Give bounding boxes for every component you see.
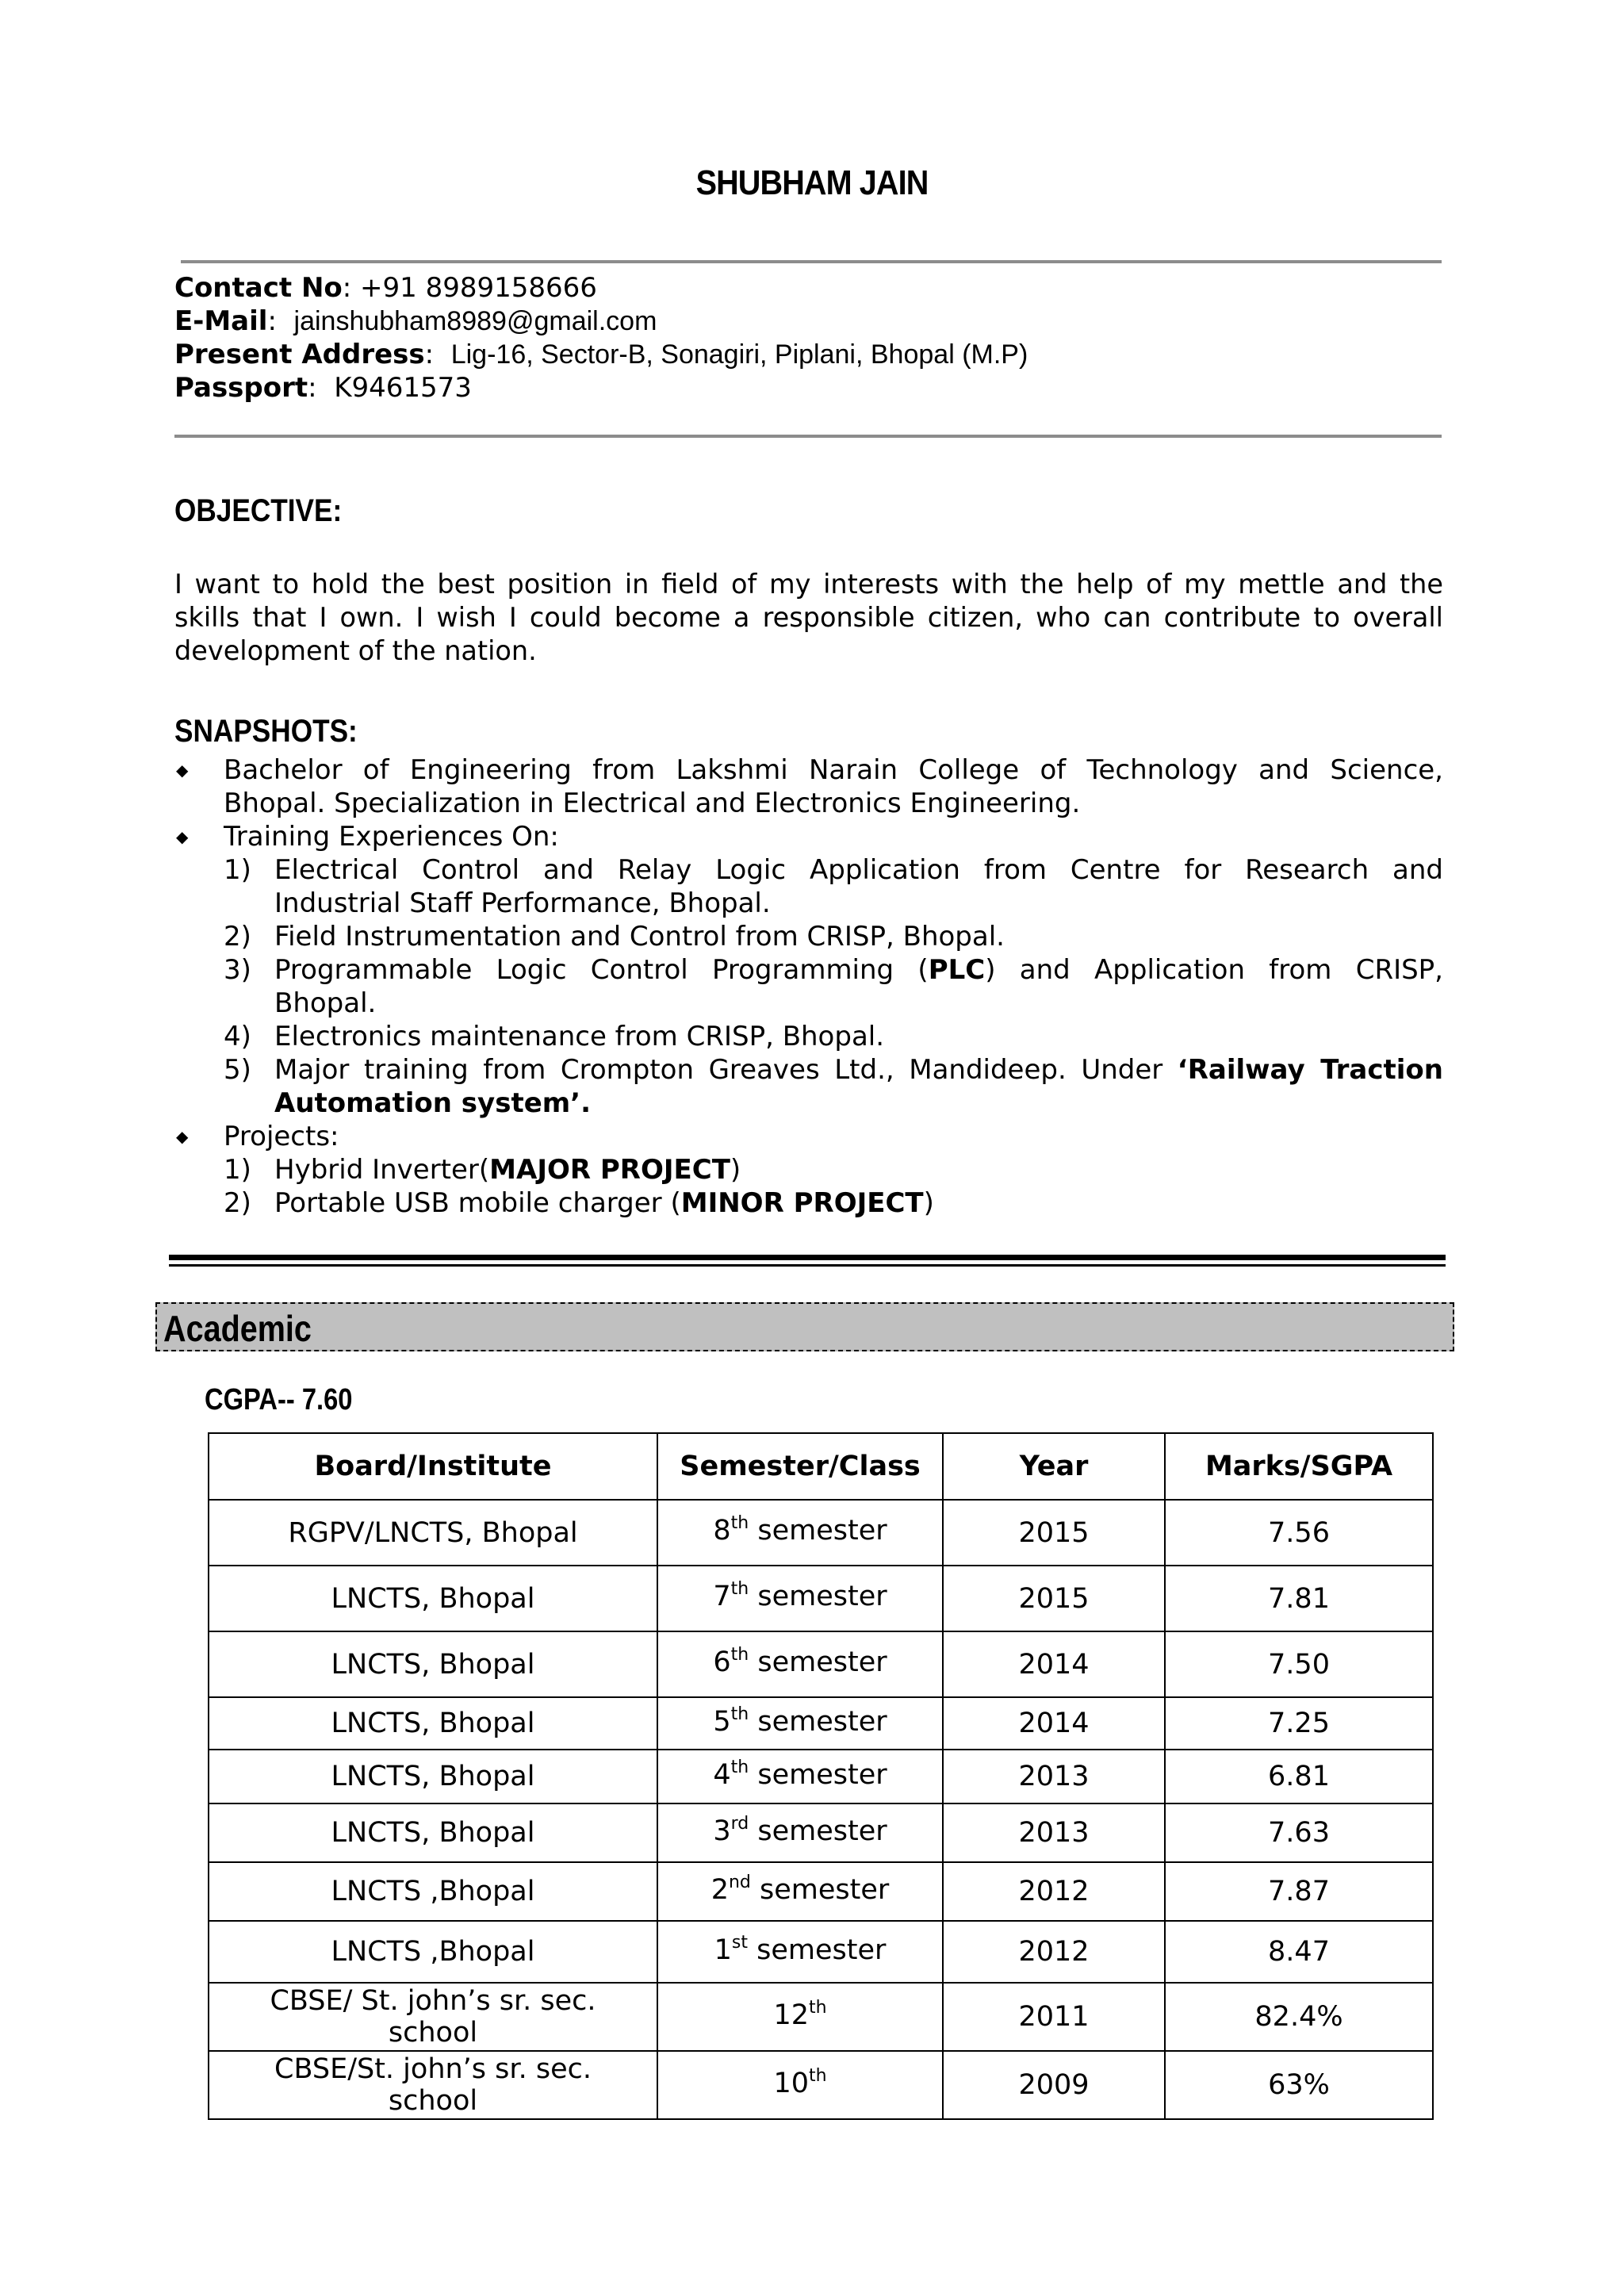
year-cell: 2014	[943, 1697, 1165, 1750]
item-number: 2)	[224, 921, 251, 953]
training-title: Training Experiences On:	[224, 821, 559, 853]
table-row	[209, 1803, 1433, 1862]
semester-number: 2	[710, 1873, 729, 1906]
training-text: Field Instrumentation and Control from CRISP, Bhopal.	[274, 921, 1005, 953]
training-item	[174, 920, 1443, 953]
marks-cell: 63%	[1165, 2051, 1433, 2119]
contact-phone-row: Contact No: +91 8989158666	[174, 272, 597, 304]
semester-cell	[657, 1750, 943, 1803]
snapshots-heading: SNAPSHOTS:	[174, 714, 358, 749]
table-row	[209, 1566, 1433, 1631]
contact-divider	[174, 435, 1442, 438]
year-cell: 2009	[943, 2051, 1165, 2119]
item-number: 5)	[224, 1054, 251, 1086]
board-cell	[209, 1983, 657, 2051]
contact-address-row: Present Address: Lig-16, Sector-B, Sonagiri, Piplani, Bhopal (M.P)	[174, 339, 1028, 370]
marks-cell: 7.63	[1165, 1803, 1433, 1862]
address-label: Present Address	[174, 339, 425, 370]
training-item	[174, 1053, 1443, 1120]
marks-cell: 6.81	[1165, 1750, 1433, 1803]
diamond-bullet-icon: ◆	[176, 1127, 189, 1146]
year-cell: 2013	[943, 1803, 1165, 1862]
semester-cell	[657, 1631, 943, 1697]
academic-table	[208, 1432, 1434, 2120]
table-row	[209, 1921, 1433, 1983]
class-number: 10	[773, 2067, 809, 2099]
year-cell: 2011	[943, 1983, 1165, 2051]
training-text: Bhopal.	[274, 987, 377, 1019]
year-cell: 2012	[943, 1921, 1165, 1983]
semester-number: 7	[713, 1581, 731, 1612]
semester-number: 3	[713, 1815, 731, 1847]
academic-heading: Academic	[163, 1308, 312, 1349]
table-row	[209, 1750, 1433, 1803]
passport-value: K9461573	[334, 372, 472, 404]
cgpa-label: CGPA-- 7.60	[205, 1383, 353, 1416]
academic-heading-bar	[155, 1302, 1454, 1351]
semester-word: semester	[747, 1934, 887, 1966]
table-row	[209, 1697, 1433, 1750]
list-item	[174, 1120, 1443, 1153]
training-text	[274, 1053, 1443, 1087]
semester-word: semester	[750, 1873, 890, 1906]
item-number: 4)	[224, 1021, 251, 1052]
education-line: Bhopal. Specialization in Electrical and Electronics Engineering.	[224, 788, 1081, 819]
semester-word: semester	[749, 1705, 887, 1738]
table-row	[209, 1983, 1433, 2051]
project-item	[174, 1153, 1443, 1186]
training-text: Electrical Control and Relay Logic Application from Centre for Research and	[274, 854, 1443, 886]
year-cell: 2015	[943, 1500, 1165, 1566]
candidate-name: SHUBHAM JAIN	[695, 163, 929, 202]
board-cell: LNCTS, Bhopal	[209, 1631, 657, 1697]
board-line: CBSE/ St. john’s sr. sec.	[270, 1985, 596, 2017]
plc-bold: PLC	[928, 954, 986, 986]
project-text: )	[730, 1154, 741, 1186]
board-cell: LNCTS, Bhopal	[209, 1803, 657, 1862]
table-row	[209, 1862, 1433, 1921]
section-divider	[169, 1264, 1446, 1267]
railway-bold: ‘Railway Traction	[1177, 1054, 1443, 1086]
training-text-part: Major training from Crompton Greaves Ltd., Mandideep. Under	[274, 1054, 1178, 1086]
semester-number: 8	[713, 1515, 731, 1547]
semester-cell	[657, 1500, 943, 1566]
training-text: Electronics maintenance from CRISP, Bhopal.	[274, 1021, 885, 1052]
board-cell: LNCTS, Bhopal	[209, 1697, 657, 1750]
semester-suffix: th	[730, 1579, 749, 1599]
board-cell	[209, 2051, 657, 2119]
column-header: Year	[943, 1433, 1165, 1500]
semester-number: 5	[713, 1705, 731, 1738]
phone-label: Contact No	[174, 272, 343, 304]
semester-word: semester	[749, 1646, 887, 1678]
board-cell: RGPV/LNCTS, Bhopal	[209, 1500, 657, 1566]
column-header: Marks/SGPA	[1165, 1433, 1433, 1500]
board-cell: LNCTS, Bhopal	[209, 1750, 657, 1803]
projects-title: Projects:	[224, 1121, 339, 1152]
table-row	[209, 1631, 1433, 1697]
item-number: 3)	[224, 954, 251, 986]
marks-cell: 7.87	[1165, 1862, 1433, 1921]
semester-word: semester	[749, 1581, 887, 1612]
semester-suffix: th	[730, 1513, 749, 1533]
year-cell: 2013	[943, 1750, 1165, 1803]
semester-number: 4	[713, 1758, 731, 1791]
table-header-row	[209, 1433, 1433, 1500]
semester-suffix: nd	[728, 1872, 751, 1892]
training-item	[174, 953, 1443, 1020]
board-line: school	[388, 2017, 478, 2049]
marks-cell: 7.50	[1165, 1631, 1433, 1697]
semester-word: semester	[749, 1515, 887, 1547]
column-header: Board/Institute	[209, 1433, 657, 1500]
table-row	[209, 1500, 1433, 1566]
column-header: Semester/Class	[657, 1433, 943, 1500]
class-number: 12	[773, 1999, 809, 2031]
semester-suffix: th	[730, 1757, 749, 1777]
semester-word: semester	[749, 1815, 887, 1847]
training-text-part: ) and Application from CRISP,	[985, 954, 1443, 986]
marks-cell: 7.81	[1165, 1566, 1433, 1631]
email-label: E-Mail	[174, 305, 268, 337]
semester-suffix: rd	[730, 1813, 749, 1834]
class-suffix: th	[808, 1997, 827, 2018]
training-item	[174, 1020, 1443, 1053]
project-text: )	[923, 1187, 934, 1219]
marks-cell: 8.47	[1165, 1921, 1433, 1983]
contact-email-row: E-Mail: jainshubham8989@gmail.com	[174, 305, 657, 337]
table-row	[209, 2051, 1433, 2119]
semester-suffix: th	[730, 1704, 749, 1724]
item-number: 2)	[224, 1187, 251, 1219]
objective-line: development of the nation.	[174, 635, 537, 666]
semester-cell	[657, 1566, 943, 1631]
year-cell: 2012	[943, 1862, 1165, 1921]
marks-cell: 7.25	[1165, 1697, 1433, 1750]
list-item	[174, 753, 1443, 820]
training-text-part: Programmable Logic Control Programming (	[274, 954, 929, 986]
item-number: 1)	[224, 854, 251, 886]
semester-cell	[657, 1862, 943, 1921]
semester-cell	[657, 1983, 943, 2051]
project-tag: MINOR PROJECT	[680, 1187, 924, 1219]
board-cell: LNCTS ,Bhopal	[209, 1921, 657, 1983]
objective-line: I want to hold the best position in field of my interests with the help of my mettle and the	[174, 569, 1443, 600]
year-cell: 2015	[943, 1566, 1165, 1631]
section-divider	[169, 1255, 1446, 1260]
diamond-bullet-icon: ◆	[176, 827, 189, 846]
phone-value: +91 8989158666	[360, 272, 597, 304]
education-line: Bachelor of Engineering from Lakshmi Narain College of Technology and Science,	[224, 754, 1443, 786]
address-value: Lig-16, Sector-B, Sonagiri, Piplani, Bhopal (M.P)	[450, 339, 1028, 370]
semester-cell	[657, 1921, 943, 1983]
semester-cell	[657, 2051, 943, 2119]
training-text	[274, 1087, 1443, 1120]
railway-bold: Automation system’.	[274, 1087, 592, 1119]
semester-number: 6	[713, 1646, 731, 1678]
diamond-bullet-icon: ◆	[176, 761, 189, 780]
marks-cell: 82.4%	[1165, 1983, 1433, 2051]
semester-word: semester	[749, 1758, 887, 1791]
board-cell: LNCTS ,Bhopal	[209, 1862, 657, 1921]
project-text: Portable USB mobile charger (	[274, 1187, 681, 1219]
contact-passport-row: Passport: K9461573	[174, 372, 472, 404]
class-suffix: th	[808, 2065, 827, 2086]
passport-label: Passport	[174, 372, 308, 404]
year-cell: 2014	[943, 1631, 1165, 1697]
project-item	[174, 1186, 1443, 1220]
project-tag: MAJOR PROJECT	[489, 1154, 730, 1186]
board-line: school	[388, 2085, 478, 2117]
semester-cell	[657, 1697, 943, 1750]
semester-suffix: th	[730, 1645, 749, 1665]
contact-block	[174, 271, 1028, 404]
project-text: Hybrid Inverter(	[274, 1154, 490, 1186]
snapshots-list	[174, 753, 1443, 1220]
list-item	[174, 820, 1443, 853]
header-divider	[181, 260, 1442, 263]
email-value: jainshubham8989@gmail.com	[293, 306, 657, 336]
semester-suffix: st	[731, 1932, 748, 1953]
objective-heading: OBJECTIVE:	[174, 493, 343, 528]
training-text	[274, 953, 1443, 987]
objective-text	[174, 568, 1443, 668]
item-number: 1)	[224, 1154, 251, 1186]
marks-cell: 7.56	[1165, 1500, 1433, 1566]
training-item	[174, 853, 1443, 920]
board-line: CBSE/St. john’s sr. sec.	[274, 2053, 592, 2085]
semester-cell	[657, 1803, 943, 1862]
training-text: Industrial Staff Performance, Bhopal.	[274, 887, 771, 919]
objective-line: skills that I own. I wish I could become a responsible citizen, who can contribute to overall	[174, 602, 1443, 633]
board-cell: LNCTS, Bhopal	[209, 1566, 657, 1631]
semester-number: 1	[714, 1934, 732, 1966]
